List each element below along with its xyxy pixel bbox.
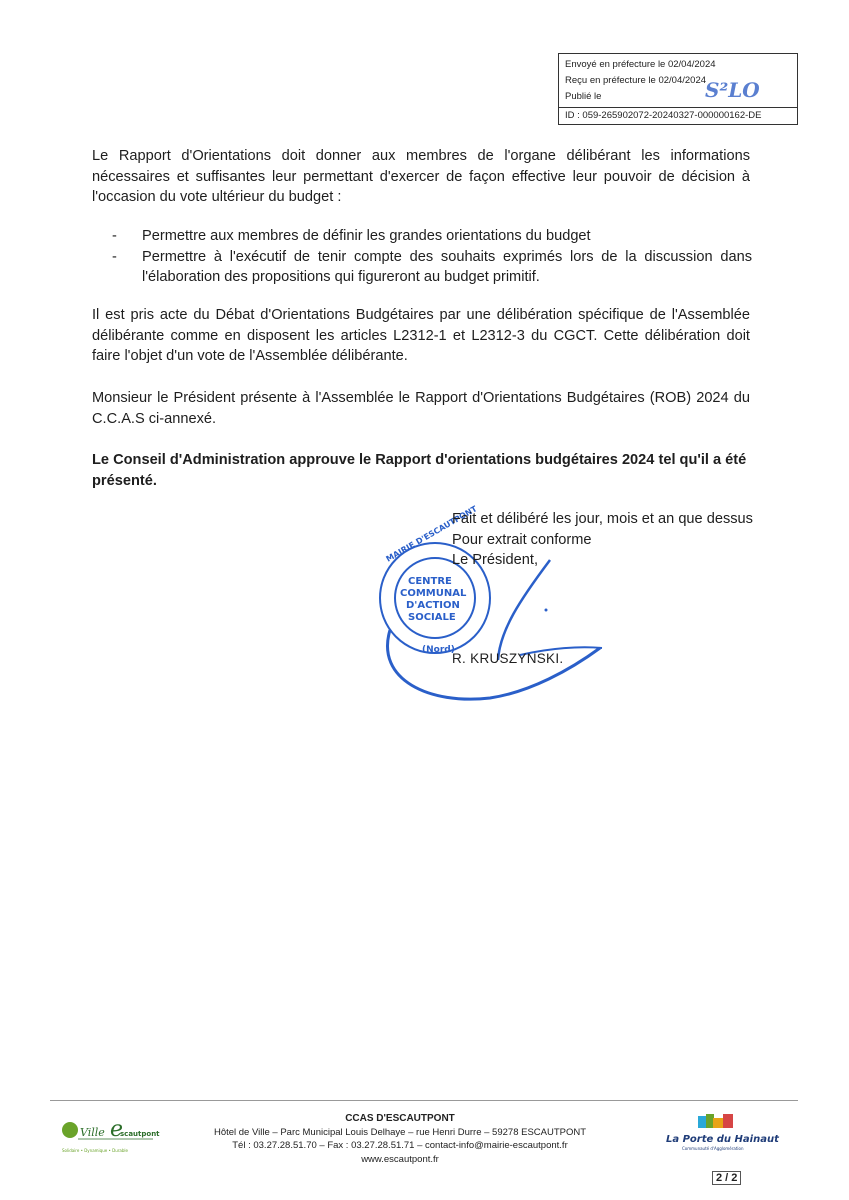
svg-text:MAIRIE D'ESCAUTPONT: MAIRIE D'ESCAUTPONT xyxy=(384,504,479,564)
bullet-list xyxy=(112,226,752,288)
svg-text:Ville: Ville xyxy=(80,1126,105,1139)
sent-date: Envoyé en préfecture le 02/04/2024 xyxy=(565,59,716,70)
list-item xyxy=(112,226,752,247)
svg-text:scautpont: scautpont xyxy=(120,1130,160,1138)
act-id: ID : 059-265902072-20240327-000000162-DE xyxy=(559,107,797,124)
page-number: 2 / 2 xyxy=(712,1171,741,1185)
ville-escautpont-logo xyxy=(58,1112,158,1162)
list-item xyxy=(112,247,752,288)
intro-paragraph: Le Rapport d'Orientations doit donner aux membres de l'organe délibérant les informations nécessaires et suffisantes leur permettant d'exercer de façon effective leur pouvoir de décision à l'occasion du vote ultérieur du budget : xyxy=(92,148,750,205)
porte-du-hainaut-logo xyxy=(658,1112,778,1162)
certified-extract: Pour extrait conforme xyxy=(452,531,592,548)
president-title: Le Président, xyxy=(452,552,538,568)
transmission-stamp xyxy=(558,53,798,125)
received-date: Reçu en préfecture le 02/04/2024 xyxy=(565,75,707,86)
bullet-dash: - xyxy=(112,228,117,244)
debate-paragraph: Il est pris acte du Débat d'Orientations Budgétaires par une délibération spécifique de l'Assemblée délibérante comme en disposent les articles L2312-1 et L2312-3 du CGCT. Cette délibération doit faire l'objet d'un vote de l'Assemblée délibérante. xyxy=(92,307,750,364)
published-label: Publié le xyxy=(565,91,602,102)
footer-phone: Tél : 03.27.28.51.70 – Fax : 03.27.28.51.71 – contact-info@mairie-escautpont.fr xyxy=(232,1140,568,1151)
signature-block xyxy=(452,509,753,571)
decision-paragraph: Le Conseil d'Administration approuve le Rapport d'orientations budgétaires 2024 tel qu'il a été présenté. xyxy=(92,452,747,489)
svg-text:Communauté d'Agglomération: Communauté d'Agglomération xyxy=(682,1146,744,1151)
bullet-dash: - xyxy=(112,248,117,265)
president-paragraph: Monsieur le Président présente à l'Assemblée le Rapport d'Orientations Budgétaires (ROB) 2024 du C.C.A.S ci-annexé. xyxy=(92,390,750,427)
svg-text:SOCIALE: SOCIALE xyxy=(408,612,456,623)
done-and-deliberated: Fait et délibéré les jour, mois et an que dessus xyxy=(452,511,753,527)
svg-text:CENTRE: CENTRE xyxy=(408,576,452,587)
svg-text:La Porte du Hainaut: La Porte du Hainaut xyxy=(666,1134,779,1145)
footer-divider xyxy=(50,1100,798,1101)
footer-contact xyxy=(200,1112,600,1166)
svg-text:(Nord): (Nord) xyxy=(422,645,455,655)
bullet-text: Permettre à l'exécutif de tenir compte des souhaits exprimés lors de la discussion dans l'élaboration des propositions qui figureront au budget primitif. xyxy=(142,248,752,285)
footer-org: CCAS D'ESCAUTPONT xyxy=(345,1113,455,1124)
footer-address: Hôtel de Ville – Parc Municipal Louis Delhaye – rue Henri Durre – 59278 ESCAUTPONT xyxy=(213,1126,587,1138)
svg-text:Solidaire • Dynamique • Durabl: Solidaire • Dynamique • Durable xyxy=(62,1148,128,1153)
footer-website[interactable]: www.escautpont.fr xyxy=(361,1153,439,1165)
bullet-text: Permettre aux membres de définir les grandes orientations du budget xyxy=(142,228,591,244)
svg-text:COMMUNAL: COMMUNAL xyxy=(400,588,467,599)
handwritten-mark: S²LO xyxy=(705,78,760,102)
signatory-name: R. KRUSZYNSKI. xyxy=(452,651,564,666)
svg-text:D'ACTION: D'ACTION xyxy=(406,600,460,611)
svg-text:e: e xyxy=(110,1117,124,1142)
